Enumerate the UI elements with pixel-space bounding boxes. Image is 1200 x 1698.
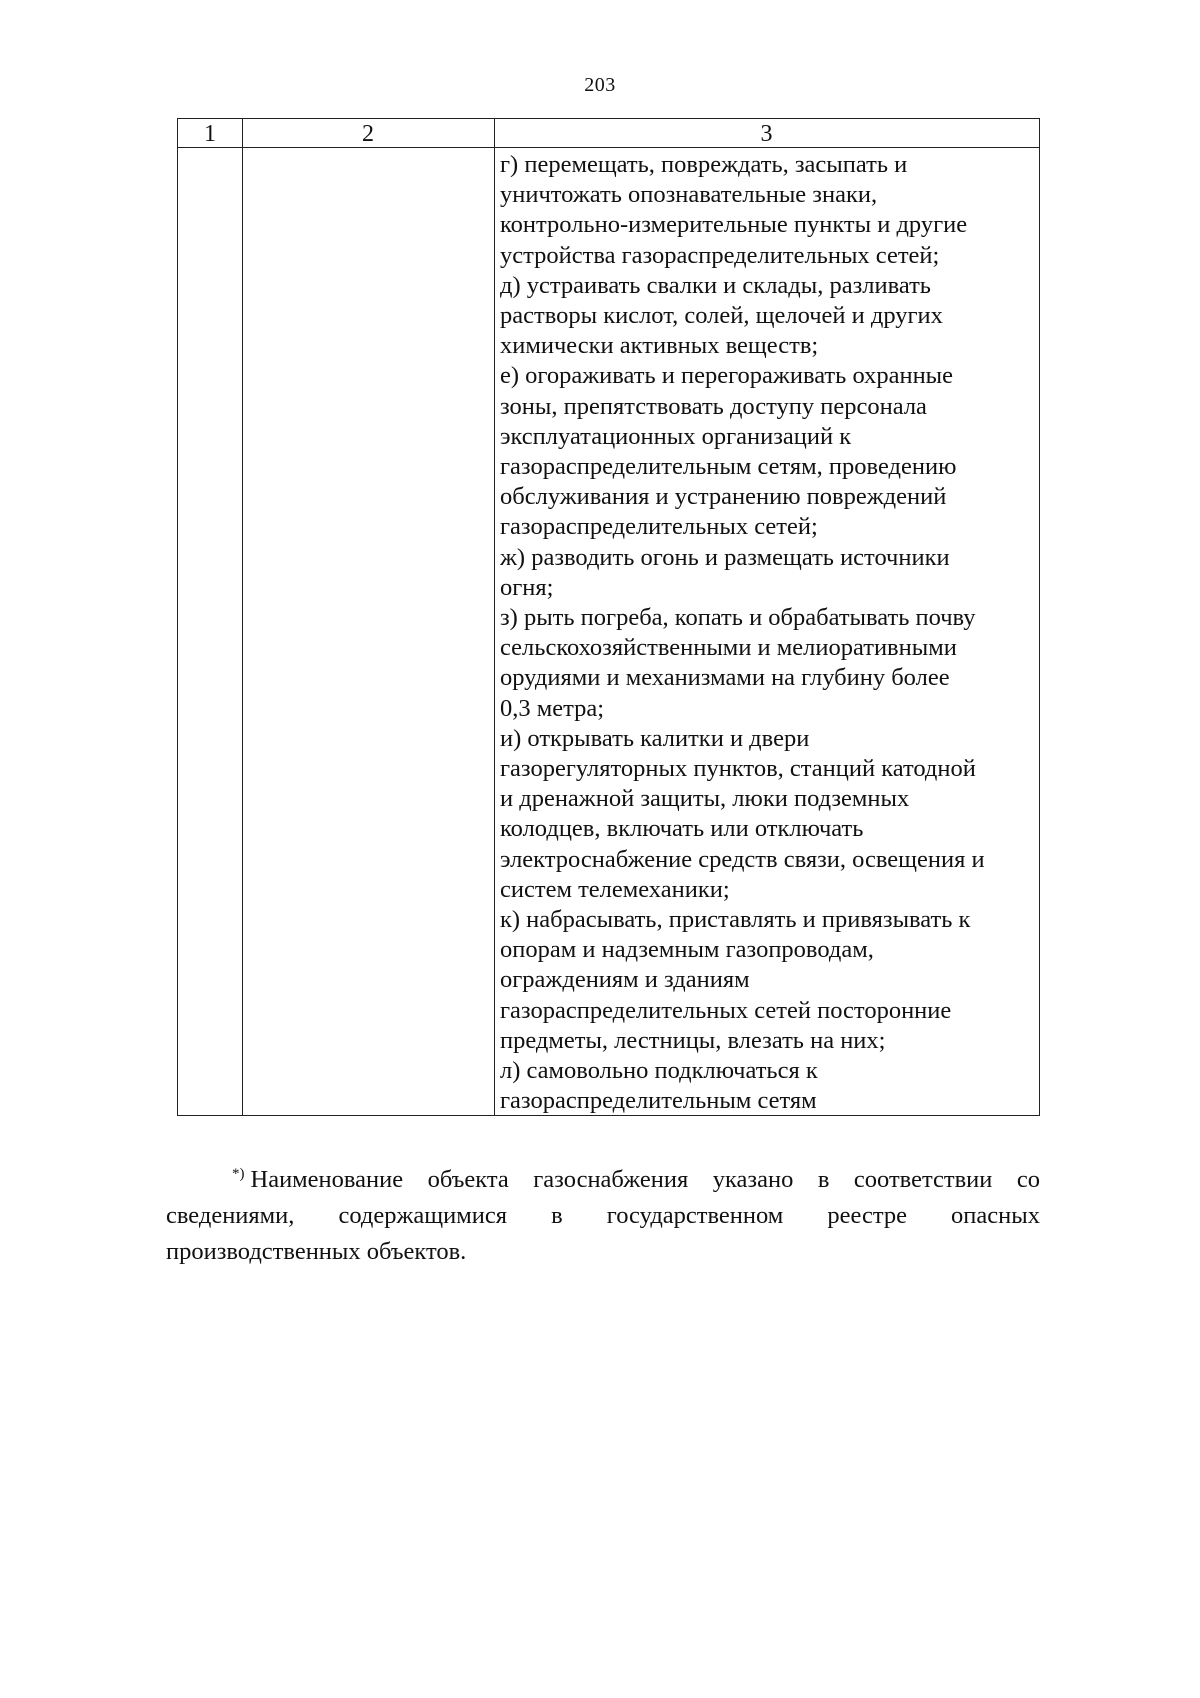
footnote-line xyxy=(166,1156,1040,1198)
cell-text-line: обслуживания и устранению повреждений xyxy=(500,483,947,511)
cell-text-line: д) устраивать свалки и склады, разливать xyxy=(500,271,931,299)
cell-text-line: огня; xyxy=(500,573,554,601)
document-table xyxy=(177,118,1040,1116)
cell-text-line: химически активных веществ; xyxy=(500,332,819,360)
cell-text-line: колодцев, включать или отключать xyxy=(500,815,864,843)
cell-text-line: орудиями и механизмами на глубину более xyxy=(500,664,950,692)
cell-text-line: газорегуляторных пунктов, станций катодной xyxy=(500,755,976,783)
cell-text-line: предметы, лестницы, влезать на них; xyxy=(500,1026,886,1054)
cell-text-line: и) открывать калитки и двери xyxy=(500,724,810,752)
footnote xyxy=(166,1156,1040,1270)
table-cell-col-3 xyxy=(500,150,1030,1117)
table-header-col-1: 1 xyxy=(204,121,216,147)
footnote-line: производственных объектов. xyxy=(166,1238,467,1265)
cell-text-line: г) перемещать, повреждать, засыпать и xyxy=(500,151,908,178)
cell-text-line: ж) разводить огонь и размещать источники xyxy=(500,543,950,571)
cell-text-line: эксплуатационных организаций к xyxy=(500,422,852,450)
cell-text-line: зоны, препятствовать доступу персонала xyxy=(500,392,927,420)
cell-text-line: газораспределительным сетям xyxy=(500,1087,817,1115)
cell-text-line: растворы кислот, солей, щелочей и других xyxy=(500,302,943,330)
cell-text-line: к) набрасывать, приставлять и привязывать к xyxy=(500,906,971,934)
cell-text-line: газораспределительных сетей посторонние xyxy=(500,996,952,1024)
cell-text-line: ограждениям и зданиям xyxy=(500,966,750,994)
column-divider-2 xyxy=(494,119,495,1115)
table-header-col-3: 3 xyxy=(760,121,773,147)
table-header-col-2: 2 xyxy=(362,121,374,147)
cell-text-line: опорам и надземным газопроводам, xyxy=(500,936,874,964)
footnote-line: сведениями, содержащимися в государственном реестре опасных xyxy=(166,1202,1040,1229)
cell-text-line: е) огораживать и перегораживать охранные xyxy=(500,362,954,390)
page-number: 203 xyxy=(584,74,616,96)
cell-text-line: газораспределительным сетям, проведению xyxy=(500,453,957,481)
header-divider xyxy=(178,147,1039,148)
cell-text-line: сельскохозяйственными и мелиоративными xyxy=(500,634,957,662)
cell-text-line: уничтожать опознавательные знаки, xyxy=(500,181,878,209)
cell-text-line: контрольно-измерительные пункты и другие xyxy=(500,211,968,239)
footnote-marker: *) xyxy=(232,1166,245,1182)
column-divider-1 xyxy=(242,119,243,1115)
cell-text-line: 0,3 метра; xyxy=(500,694,605,722)
cell-text-line: л) самовольно подключаться к xyxy=(500,1057,818,1085)
cell-text-line: газораспределительных сетей; xyxy=(500,513,818,541)
cell-text-line: и дренажной защиты, люки подземных xyxy=(500,785,910,813)
cell-text-line: систем телемеханики; xyxy=(500,875,730,903)
footnote-text: Наименование объекта газоснабжения указано в соответствии со xyxy=(250,1166,1040,1193)
cell-text-line: электроснабжение средств связи, освещения и xyxy=(500,845,985,873)
cell-text-line: з) рыть погреба, копать и обрабатывать почву xyxy=(500,604,976,632)
cell-text-line: устройства газораспределительных сетей; xyxy=(500,241,940,269)
